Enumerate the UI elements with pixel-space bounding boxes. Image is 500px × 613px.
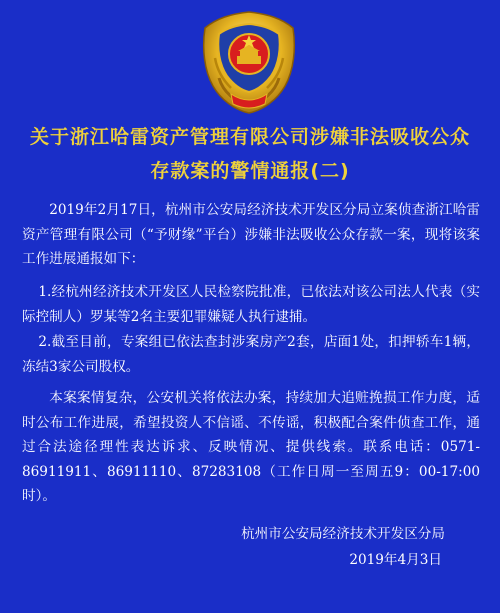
notice-date: 2019年4月3日 — [349, 552, 442, 568]
police-emblem-icon — [197, 8, 301, 116]
paragraph-contact: 本案案情复杂，公安机关将依法办案，持续加大追赃挽损工作力度，适时公布工作进展，希望投资人不信谣、不传谣，积极配合案件侦查工作，通过合法途径理性表达诉求、反映情况、提供线索。联系电话：0571-86911911、86911110、87283108（工作日周一至周五9：00-17:00时）。 — [22, 390, 480, 505]
paragraph-item-1: 1.经杭州经济技术开发区人民检察院批准，已依法对该公司法人代表（实际控制人）罗某等2名主要犯罪嫌疑人执行逮捕。 — [22, 284, 480, 325]
notice-title-line2: 存款案的警情通报(二) — [150, 160, 350, 182]
paragraph-intro: 2019年2月17日，杭州市公安局经济技术开发区分局立案侦查浙江哈雷资产管理有限公司（“予财缘”平台）涉嫌非法吸收公众存款一案，现将该案工作进展通报如下： — [22, 202, 480, 268]
notice-title-line1: 关于浙江哈雷资产管理有限公司涉嫌非法吸收公众 — [29, 126, 470, 148]
signature: 杭州市公安局经济技术开发区分局 — [241, 526, 445, 542]
paragraph-item-2: 2.截至目前，专案组已依法查封涉案房产2套，店面1处，扣押轿车1辆，冻结3家公司股权。 — [22, 334, 480, 375]
